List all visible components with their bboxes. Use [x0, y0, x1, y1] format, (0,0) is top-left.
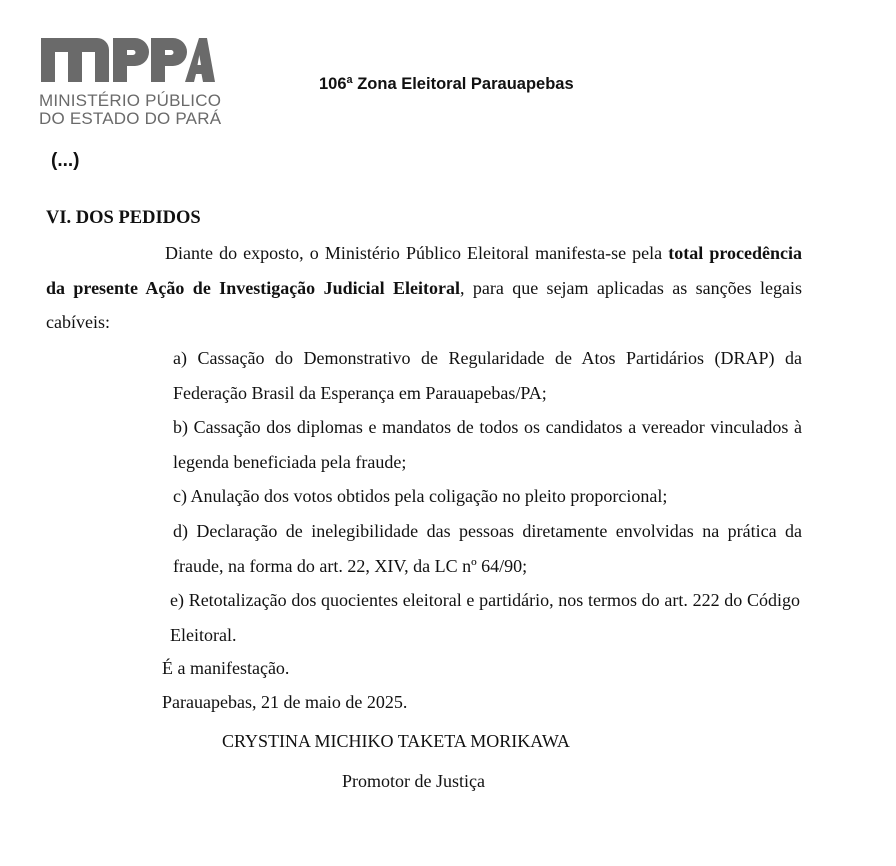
- mppa-logo-mark: [39, 32, 215, 84]
- section-title: VI. DOS PEDIDOS: [46, 208, 201, 228]
- request-item-e: e) Retotalização dos quocientes eleitoral e partidário, nos termos do art. 222 do Código Eleitoral.: [170, 590, 800, 645]
- ellipsis-marker: (...): [51, 150, 80, 171]
- place-date: Parauapebas, 21 de maio de 2025.: [162, 692, 408, 712]
- mppa-logo: [39, 32, 222, 128]
- signer-role: Promotor de Justiça: [342, 771, 485, 791]
- signer-name: CRYSTINA MICHIKO TAKETA MORIKAWA: [222, 731, 570, 751]
- intro-paragraph: [46, 236, 802, 340]
- logo-line-2: DO ESTADO DO PARÁ: [39, 109, 222, 128]
- intro-text-2: , para que sejam aplicadas as sanções legais cabíveis:: [46, 277, 802, 332]
- request-item-d: d) Declaração de inelegibilidade das pessoas diretamente envolvidas na prática da fraude, na forma do art. 22, XIV, da LC nº 64/90;: [173, 521, 802, 576]
- logo-line-1: MINISTÉRIO PÚBLICO: [39, 91, 222, 110]
- request-item-b: b) Cassação dos diplomas e mandatos de todos os candidatos a vereador vinculados à legenda beneficiada pela fraude;: [173, 417, 802, 472]
- request-item-c: c) Anulação dos votos obtidos pela coligação no pleito proporcional;: [173, 486, 668, 506]
- intro-text-1: Diante do exposto, o Ministério Público Eleitoral manifesta-se pela: [165, 243, 669, 263]
- header-title: 106ª Zona Eleitoral Parauapebas: [319, 75, 574, 93]
- closing-line: É a manifestação.: [162, 658, 290, 678]
- intro-bold-text: total procedência da presente Ação de Investigação Judicial Eleitoral: [46, 243, 802, 298]
- request-item-a: a) Cassação do Demonstrativo de Regularidade de Atos Partidários (DRAP) da Federação Brasil da Esperança em Parauapebas/PA;: [173, 348, 802, 403]
